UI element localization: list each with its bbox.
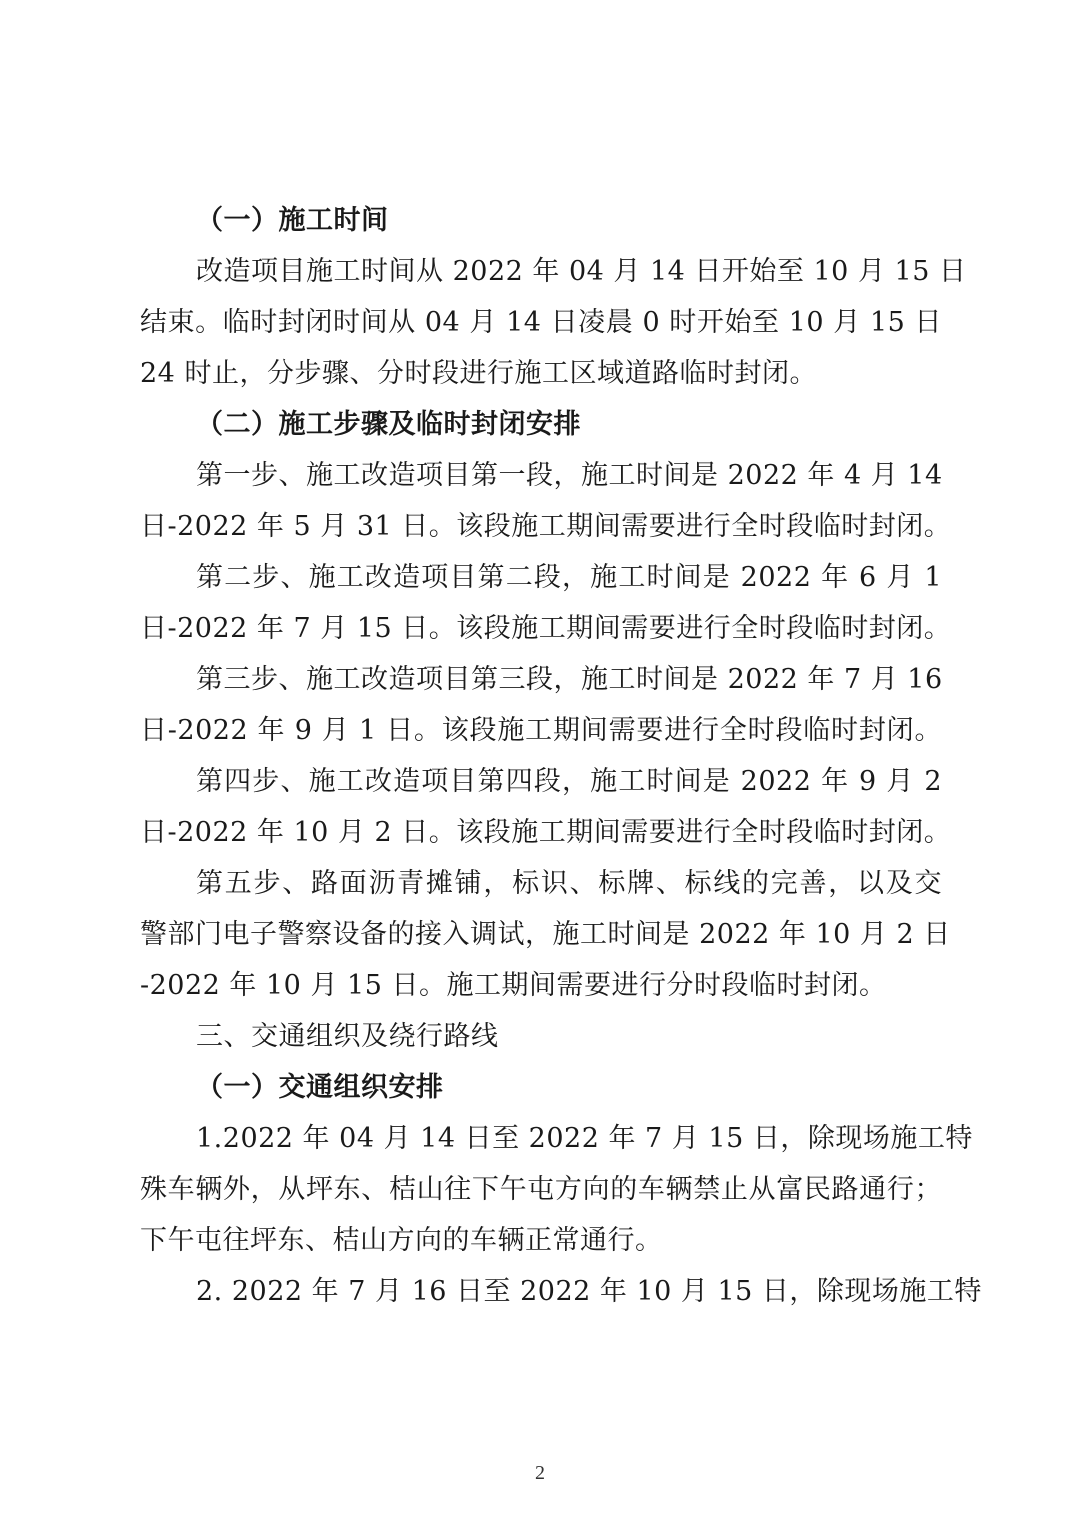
- section-heading-construction-steps: （二）施工步骤及临时封闭安排: [196, 409, 581, 440]
- paragraph-line: 第五步、路面沥青摊铺，标识、标牌、标线的完善，以及交: [196, 868, 942, 899]
- page-number: 2: [535, 1462, 545, 1484]
- section-heading-traffic-organization: 三、交通组织及绕行路线: [196, 1021, 499, 1052]
- paragraph-line: 结束。临时封闭时间从 04 月 14 日凌晨 0 时开始至 10 月 15 日: [140, 307, 942, 338]
- paragraph-line: 日-2022 年 10 月 2 日。该段施工期间需要进行全时段临时封闭。: [140, 817, 952, 848]
- paragraph-line: 警部门电子警察设备的接入调试，施工时间是 2022 年 10 月 2 日: [140, 919, 951, 950]
- paragraph-line: 第四步、施工改造项目第四段，施工时间是 2022 年 9 月 2: [196, 766, 942, 797]
- paragraph-line: 第一步、施工改造项目第一段，施工时间是 2022 年 4 月 14: [196, 460, 943, 491]
- paragraph-line: 2. 2022 年 7 月 16 日至 2022 年 10 月 15 日，除现场施工特: [196, 1276, 982, 1307]
- paragraph-line: 第三步、施工改造项目第三段，施工时间是 2022 年 7 月 16: [196, 664, 943, 695]
- paragraph-line: 改造项目施工时间从 2022 年 04 月 14 日开始至 10 月 15 日: [196, 256, 967, 287]
- subsection-heading-traffic-arrangement: （一）交通组织安排: [196, 1072, 444, 1103]
- section-heading-construction-time: （一）施工时间: [196, 205, 389, 236]
- paragraph-line: 日-2022 年 9 月 1 日。该段施工期间需要进行全时段临时封闭。: [140, 715, 942, 746]
- paragraph-line: 下午屯往坪东、桔山方向的车辆正常通行。: [140, 1225, 663, 1256]
- paragraph-line: 日-2022 年 7 月 15 日。该段施工期间需要进行全时段临时封闭。: [140, 613, 952, 644]
- document-body: [140, 195, 982, 1317]
- paragraph-line: 24 时止，分步骤、分时段进行施工区域道路临时封闭。: [140, 358, 817, 389]
- paragraph-line: 第二步、施工改造项目第二段，施工时间是 2022 年 6 月 1: [196, 562, 942, 593]
- paragraph-line: 1.2022 年 04 月 14 日至 2022 年 7 月 15 日，除现场施工特: [196, 1123, 973, 1154]
- paragraph-line: 日-2022 年 5 月 31 日。该段施工期间需要进行全时段临时封闭。: [140, 511, 952, 542]
- paragraph-line: -2022 年 10 月 15 日。施工期间需要进行分时段临时封闭。: [140, 970, 887, 1001]
- paragraph-line: 殊车辆外，从坪东、桔山往下午屯方向的车辆禁止从富民路通行；: [140, 1174, 942, 1205]
